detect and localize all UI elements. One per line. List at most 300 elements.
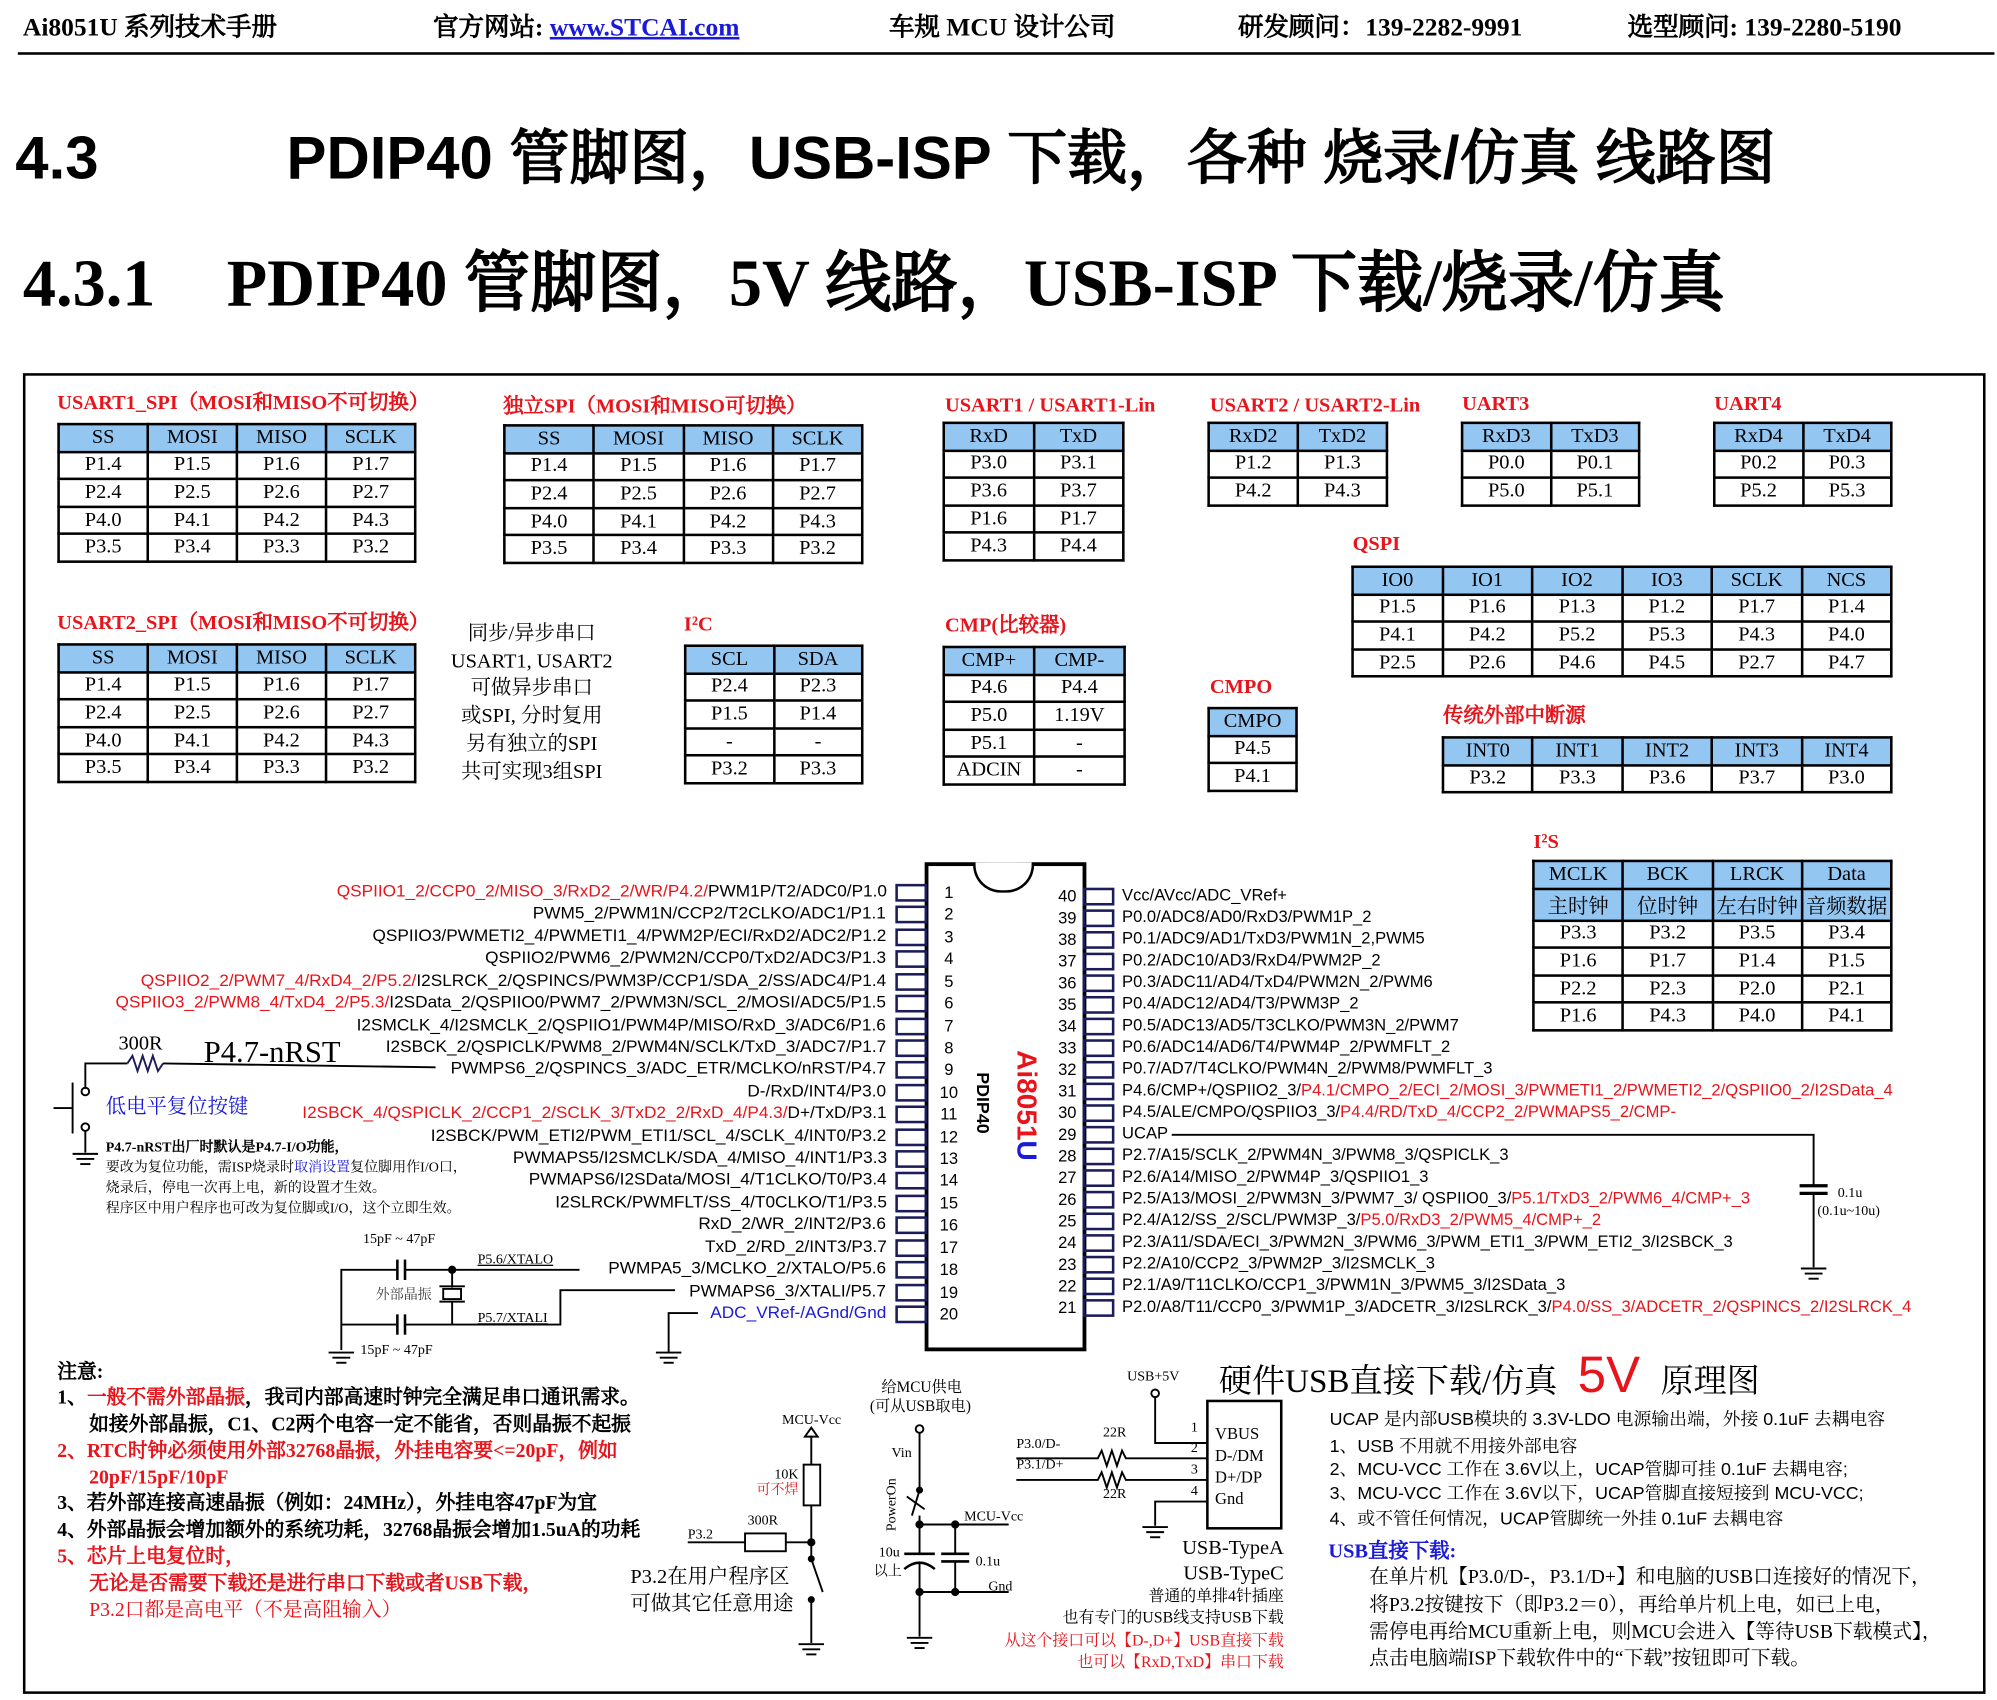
table-cell: P1.3 [1532,594,1622,622]
table-header-cell: CMP+ [944,647,1034,675]
reset-note-part: 要改为复位功能，需ISP烧录时 [105,1160,295,1176]
table-cell: P3.4 [594,535,683,563]
table-cell: P0.0 [1462,450,1551,478]
table-cell: P2.7 [773,480,862,508]
pin-function: PWMPA5_3/MCLKO_2/XTALO/P5.6 [608,1258,887,1278]
table-cell: P4.5 [1209,736,1297,764]
table-header-cell: TxD4 [1803,423,1892,451]
table-cell: P3.2 [773,535,862,563]
table-cell: P2.4 [504,480,593,508]
table-cell: P1.6 [237,672,326,700]
i2s-title: I²S [1533,831,1559,854]
ucap-cap-value: 0.1u [1837,1185,1863,1202]
table-header-cell: RxD4 [1714,423,1803,451]
pin-label [1122,1232,1733,1251]
table-header-cell: MOSI [148,644,237,672]
table-cell: P3.4 [1802,920,1891,948]
pin-number: 19 [939,1281,959,1302]
table-header-cell: INT2 [1622,737,1712,765]
pin-number: 31 [1058,1081,1077,1101]
usb-typec-label: USB-TypeC [1183,1562,1284,1585]
table-cell: ADCIN [944,757,1034,785]
table-cell: P1.3 [1298,450,1387,478]
pin-function: TxD_2/RD_2/INT3/P3.7 [704,1236,887,1256]
pin-pad [1083,1148,1115,1166]
note-item: 5、芯片上电复位时， [57,1546,245,1568]
pin-label [386,1037,886,1056]
reset-net-label: P4.7-nRST [203,1036,341,1070]
pin-label [116,992,886,1011]
pin-pad [1083,1277,1115,1295]
pin-number: 33 [1058,1037,1077,1058]
table-cell: P3.2 [326,534,415,562]
pin-number: 32 [1058,1059,1077,1079]
cap-01u-label: 0.1u [975,1553,1001,1570]
table-header-cell: Data [1802,861,1891,889]
pin-pad [1083,1018,1115,1036]
pin-pad [1083,1191,1115,1209]
table-header-cell: SCL [685,646,774,674]
table-cell: P1.5 [1353,594,1443,622]
pin-label [357,1014,886,1033]
p32-r1-label: 10K [774,1467,799,1483]
usb-title-main: 硬件USB直接下载/仿真 [1218,1362,1558,1400]
pin-label [1122,1188,1750,1207]
pin-function: P2.0/A8/T11/CCP0_3/PWM1P_3/ADCETR_3/I2SLRCK_3/ [1122,1296,1552,1316]
pin-number: 28 [1058,1146,1077,1166]
usb-title [1218,1347,1760,1404]
pin-alt-function: P4.0/SS_3/ADCETR_2/QSPINCS_2/I2SLRCK_4 [1551,1296,1912,1316]
pin-label [451,1059,886,1078]
table-header-cell: SCLK [773,425,862,453]
note-item: 如接外部晶振，C1、C2两个电容一定不能省，否则晶振不起振 [89,1413,631,1436]
usb-r2-label: 22R [1102,1486,1127,1502]
table-cell: P4.3 [1623,1003,1712,1031]
p32-r2-label: 300R [747,1513,778,1529]
table-cell: P4.2 [237,507,326,535]
resistor-10k [804,1465,821,1506]
rd-contact: 研发顾问：139-2282-9991 [1237,14,1523,43]
table-header-cell: SCLK [326,644,415,672]
usart1-title: USART1 / USART1-Lin [945,394,1156,417]
table-cell: P0.3 [1803,450,1892,478]
table-cell: P3.3 [774,756,863,784]
table-header-cell: RxD3 [1462,423,1551,451]
interrupt-title: 传统外部中断源 [1442,705,1586,728]
pin-function: PWM5_2/PWM1N/CCP2/T2CLKO/ADC1/P1.1 [533,903,887,923]
table-cell: P4.1 [1353,622,1443,650]
table-cell: P4.3 [326,727,415,755]
power-label: (可从USB取电) [869,1397,971,1415]
usb-vbus-source: USB+5V [1127,1369,1180,1385]
subsection-number: 4.3.1 [22,248,156,321]
pin-function: P0.4/ADC12/AD4/T3/PWM3P_2 [1122,993,1359,1013]
ground-icon [1142,1527,1167,1537]
pin-label [1122,1145,1509,1164]
table-cell: P4.1 [148,727,237,755]
poweron-label: PowerOn [884,1478,900,1532]
usb-dm-net: P3.0/D- [1016,1436,1061,1452]
table-cell: P3.4 [148,534,237,562]
table-header-cell: INT3 [1712,737,1802,765]
table-cell: P4.2 [237,727,326,755]
pin-function: P2.7/A15/SCLK_2/PWM4N_3/PWM8_3/QSPICLK_3 [1122,1144,1509,1165]
usb-pin-label: Gnd [1215,1488,1244,1508]
table-cell: P1.4 [59,452,148,480]
resistor-22r [1016,1472,1207,1487]
pin-number: 39 [1058,908,1077,928]
pin-pad [895,1305,927,1323]
pin-function: P2.4/A12/SS_2/SCL/PWM3P_3/ [1122,1209,1361,1230]
usb-download-line: 需停电再给MCU重新上电，则MCU会进入【等待USB下载模式】， [1369,1621,1942,1643]
reset-resistor-label: 300R [118,1032,163,1055]
table-cell: P2.4 [59,479,148,507]
pin-function: P0.2/ADC10/AD3/RxD4/PWM2P_2 [1122,950,1381,970]
pin-label [1122,1123,1168,1142]
table-header-cell: IO0 [1353,567,1443,595]
table-cell: P1.6 [683,453,772,481]
usb-pin-number: 2 [1190,1440,1198,1456]
table-cell: P2.6 [683,480,772,508]
gnd-label: Gnd [988,1579,1013,1595]
table-cell: P4.6 [944,674,1034,702]
reset-note-highlight: 取消设置 [294,1160,351,1176]
pin-label [609,1258,887,1277]
table-cell: P1.7 [326,672,415,700]
chip-name [1011,1042,1044,1169]
pin-number: 2 [944,904,954,924]
pin-number: 24 [1058,1232,1077,1252]
pin-function: D-/RxD/INT4/P3.0 [747,1080,887,1101]
usb-dp-net: P3.1/D+ [1016,1456,1064,1473]
note-item: 20pF/15pF/10pF [89,1467,229,1489]
pin-number: 35 [1058,994,1077,1014]
pin-label [302,1103,886,1122]
pin-number: 12 [939,1126,959,1146]
pin-label [1122,1275,1565,1294]
pin-label [1122,1210,1601,1229]
table-cell: P4.6 [1532,649,1622,677]
table-cell: P4.0 [59,727,148,755]
reset-note: P4.7-nRST出厂时默认是P4.7-I/O功能， [105,1139,349,1156]
pin-pad [895,973,927,991]
pin-label [533,903,886,922]
pin-label [336,881,886,900]
pin-alt-function: P4.1/CMPO_2/ECI_2/MOSI_3/PWMETI1_2/PWMETI2_2/QSPIIO0_2/I2SData_4 [1301,1080,1893,1100]
usb-download-line: 在单片机【P3.0/D-，P3.1/D+】和电脑的USB口连接好的情况下， [1369,1566,1931,1589]
pin-label [1122,1102,1676,1121]
notes-title: 注意: [57,1361,104,1384]
pin-function: I2SMCLK_4/I2SMCLK_2/QSPIIO1/PWM4P/MISO/RxD_3/ADC6/P1.6 [357,1014,887,1034]
ucap-text: 2、MCU-VCC 工作在 3.6V以上，UCAP管脚可挂 0.1uF 去耦电容; [1329,1458,1848,1479]
pin-pad [895,1106,927,1124]
table-header-cell: BCK [1623,861,1712,889]
table-cell: - [685,728,774,756]
ground-icon [329,1353,354,1363]
pin-number: 34 [1058,1016,1077,1036]
table-cell: P3.7 [1034,478,1124,506]
table-cell: P3.3 [1533,920,1622,948]
table-cell: P2.7 [326,699,415,727]
pin-pad [1083,1299,1115,1317]
table-header-cell: MISO [683,425,772,453]
table-cell: P3.2 [1443,765,1533,793]
reset-resistor [127,1056,163,1071]
table-header-cell: MISO [237,644,326,672]
pin-number: 3 [944,926,954,947]
pin-number: 21 [1058,1297,1077,1317]
pin-function: I2SLRCK/PWMFLT/SS_4/T0CLKO/T1/P3.5 [554,1191,887,1212]
p32-r1-note: 可不焊 [756,1482,799,1498]
table-cell: P0.2 [1714,450,1803,478]
xtali-label: P5.7/XTALI [477,1310,548,1326]
note-item: 无论是否需要下载还是进行串口下载或者USB下载， [89,1572,543,1595]
usart2-spi-title: USART2_SPI（MOSI和MISO不可切换） [57,612,430,635]
ucap-text: 1、USB 不用就不用接外部电容 [1329,1435,1578,1456]
pin-label [1122,885,1287,904]
usb-pin-label: D+/DP [1215,1467,1263,1487]
pin-pad [895,1039,927,1057]
pin-alt-function: P5.0/RxD3_2/PWM5_4/CMP+_2 [1360,1209,1602,1230]
table-header-cell: SCLK [326,424,415,452]
table-cell: P1.4 [1712,948,1801,976]
table-cell: P4.7 [1802,649,1892,677]
table-cell: P3.6 [944,478,1034,506]
pin-function: P0.3/ADC11/AD4/TxD4/PWM2N_2/PWM6 [1122,971,1433,991]
uart3-title: UART3 [1462,393,1530,416]
table-cell: P2.5 [594,480,683,508]
pin-label [1122,1080,1893,1099]
table-cell: P5.2 [1532,622,1622,650]
table-cell: P0.1 [1551,450,1640,478]
pin-label [690,1281,887,1300]
table-cell: P2.4 [685,673,774,701]
table-cell: P4.0 [59,507,148,535]
usart2-title: USART2 / USART2-Lin [1209,394,1421,417]
pin-pad [895,1239,927,1257]
note-item [57,1388,639,1408]
table-cell: P1.6 [1442,594,1532,622]
usb-typea-label: USB-TypeA [1182,1537,1284,1559]
table-cell: P1.5 [594,453,683,481]
chip-package: PDIP40 [973,1072,994,1134]
pin-function: PWMAPS5/I2SMCLK/SDA_4/MISO_4/INT1/P3.3 [512,1147,887,1167]
serial-note-line: 共可实现3组SPI [460,760,603,783]
pin-function: QSPIIO3/PWMETI2_4/PWMETI1_4/PWM2P/ECI/RxD2/ADC2/P1.2 [372,925,887,945]
table-header-cell: 主时钟 [1533,888,1622,920]
p32-vcc-label: MCU-Vcc [781,1412,842,1428]
table-header-cell: 音频数据 [1802,888,1891,920]
reset-button-label: 低电平复位按键 [105,1096,249,1119]
pin-label [1122,928,1425,947]
resistor-300r [745,1533,786,1551]
note-item: 2、RTC时钟必须使用外部32768晶振，外挂电容要<=20pF，例如 [57,1440,618,1463]
table-header-cell: RxD2 [1209,423,1298,451]
table-cell: P1.2 [1209,450,1298,478]
table-cell: P2.5 [1353,649,1443,677]
pin-pad [1083,953,1115,971]
pin-label [373,926,887,945]
usb-pin-number: 4 [1190,1483,1198,1500]
table-header-cell: SS [59,644,148,672]
chip-name-suffix: U [1011,1140,1044,1161]
pin-label [1122,972,1433,991]
table-cell: P4.2 [683,508,772,536]
pin-function: P2.3/A11/SDA/ECI_3/PWM2N_3/PWM6_3/PWM_ETI1_3/PWM_ETI2_3/I2SBCK_3 [1122,1231,1733,1251]
pin-function: P0.7/AD7/T4CLKO/PWM4N_2/PWM8/PWMFLT_3 [1122,1058,1493,1078]
serial-note-line: 另有独立的SPI [466,733,598,756]
pin-number: 7 [944,1015,954,1035]
pin-number: 15 [939,1193,959,1213]
cmpo-title: CMPO [1209,676,1273,698]
pin-pad [895,1261,927,1279]
table-cell: P4.1 [1802,1003,1891,1031]
table-cell: P2.2 [1533,975,1622,1003]
pin-function: P4.5/ALE/CMPO/QSPIIO3_3/ [1122,1101,1341,1121]
table-cell: P2.3 [1623,975,1712,1003]
ground-icon [656,1353,681,1363]
pin-label [1122,993,1359,1012]
note-item: 4、外部晶振会增加额外的系统功耗，32768晶振会增加1.5uA的功耗 [57,1519,641,1542]
qspi-title: QSPI [1352,533,1401,556]
pin-alt-function: QSPIIO3_2/PWM8_4/TxD4_2/P5.3/ [116,992,390,1012]
table-cell: P1.5 [685,701,774,729]
table-cell: P5.1 [944,729,1034,757]
table-cell: P1.7 [1623,948,1712,976]
pin-function: I2SBCK/PWM_ETI2/PWM_ETI1/SCL_4/SCLK_4/INT0/P3.2 [430,1125,887,1145]
pin-label [1122,1297,1911,1316]
table-cell: P2.0 [1712,975,1801,1003]
table-cell: P2.3 [774,673,863,701]
pin-pad [1083,1039,1115,1057]
uart4-title: UART4 [1714,393,1782,416]
website-link[interactable]: www.STCAI.com [549,14,740,43]
pin-number: 40 [1058,886,1077,906]
note-item: 3、若外部连接高速晶振（例如：24MHz），外挂电容47pF为宜 [57,1492,597,1515]
p32-desc: 可做其它任意用途 [630,1593,794,1615]
pin-number: 4 [944,949,954,969]
pin-number: 9 [944,1060,954,1080]
pin-pad [1083,1083,1115,1101]
pin-pad [895,950,927,968]
p32-pin-label: P3.2 [687,1527,714,1543]
table-cell: P2.1 [1802,975,1891,1003]
table-header-cell: MOSI [594,425,683,453]
pin-function: Vcc/AVcc/ADC_VRef+ [1122,885,1287,905]
pin-pad [895,1283,927,1301]
table-cell: P5.0 [944,702,1034,730]
usb-title-voltage: 5V [1577,1347,1641,1404]
table-header-cell: TxD3 [1551,423,1640,451]
table-cell: 1.19V [1034,702,1124,730]
pin-label [1122,950,1381,969]
serial-note-line: 可做异步串口 [470,678,593,700]
table-header-cell: MISO [237,424,326,452]
pin-function: PWM1P/T2/ADC0/P1.0 [707,881,887,901]
table-cell: P3.3 [237,754,326,782]
pin-function: PWMAPS6/I2SData/MOSI_4/T1CLKO/T0/P3.4 [528,1169,887,1189]
serial-note-line: 同步/异步串口 [467,622,596,645]
pin-function: P0.0/ADC8/AD0/RxD3/PWM1P_2 [1122,906,1372,926]
table-cell: - [1034,729,1124,757]
pin-function: ADC_VRef-/AGnd/Gnd [710,1302,887,1322]
pin-pad [1083,931,1115,949]
table-cell: P2.5 [148,479,237,507]
pin-pad [895,1150,927,1168]
pin-label [529,1170,887,1189]
spi-title: 独立SPI（MOSI和MISO可切换） [503,396,807,418]
usart1-spi-title: USART1_SPI（MOSI和MISO不可切换） [57,392,430,414]
table-cell: P3.2 [1623,920,1712,948]
section-title: PDIP40 管脚图，USB-ISP 下载，各种 烧录/仿真 线路图 [286,123,1776,192]
table-cell: P1.5 [1802,948,1891,976]
doc-title: Ai8051U 系列技术手册 [22,14,277,43]
pin-pad [895,884,927,902]
table-header-cell: INT4 [1802,737,1892,765]
table-cell: P1.6 [237,452,326,480]
table-header-cell: CMPO [1209,708,1297,736]
serial-note-line: USART1, USART2 [450,650,613,673]
table-cell: P5.3 [1803,478,1892,506]
crystal-icon [443,1289,461,1299]
reset-note: 程序区中用户程序也可改为复位脚或I/O，这个立即生效。 [105,1201,461,1217]
table-header-cell: IO3 [1622,567,1712,595]
table-header-cell: TxD2 [1298,423,1387,451]
pin-number: 22 [1058,1276,1077,1296]
table-cell: P1.6 [1533,1003,1622,1031]
pin-number: 17 [939,1237,959,1257]
pin-number: 6 [944,993,954,1013]
table-cell: P4.3 [1712,622,1802,650]
table-cell: P1.7 [1034,505,1124,533]
pin-function: P2.5/A13/MOSI_2/PWM3N_3/PWM7_3/ QSPIIO0_3/ [1122,1188,1512,1208]
note-text: ，我司内部高速时钟完全满足串口通讯需求。 [244,1386,640,1409]
table-cell: P3.5 [1712,920,1801,948]
table-cell: P4.1 [1209,763,1297,791]
pin-label [431,1125,887,1144]
ucap-cap-range: (0.1u~10u) [1817,1203,1880,1219]
pin-function: P2.1/A9/T11CLKO/CCP1_3/PWM1N_3/PWM5_3/I2SData_3 [1122,1274,1566,1294]
pin-pad [895,928,927,946]
reset-note [106,1162,467,1176]
table-cell: P4.2 [1442,622,1532,650]
table-header-cell: SCLK [1712,567,1802,595]
table-cell: P3.0 [1802,765,1892,793]
note-highlight: 一般不需外部晶振 [86,1386,245,1409]
pin-number: 1 [944,882,954,902]
pin-label [1122,907,1371,926]
pin-pad [1083,1126,1115,1144]
pin-pad [895,1217,927,1235]
pin-pad [1083,909,1115,927]
pin-alt-function: QSPIIO2_2/PWM7_4/RxD4_2/P5.2/ [140,970,417,990]
table-header-cell: LRCK [1712,861,1801,889]
pin-pad [895,1172,927,1190]
ground-icon [1801,1269,1826,1279]
pin-pad [1083,1104,1115,1122]
table-cell: P1.7 [773,453,862,481]
power-vcc-label: MCU-Vcc [964,1509,1024,1525]
power-label: 给MCU供电 [881,1378,963,1396]
pin-label [1122,1058,1492,1077]
pin-number: 37 [1058,951,1077,971]
i2c-title: I²C [683,613,713,636]
table-header-cell: 左右时钟 [1712,888,1801,920]
pin-pad [895,995,927,1013]
table-cell: P3.3 [683,535,772,563]
crystal-label: 外部晶振 [375,1287,432,1303]
table-cell: - [1034,757,1124,785]
